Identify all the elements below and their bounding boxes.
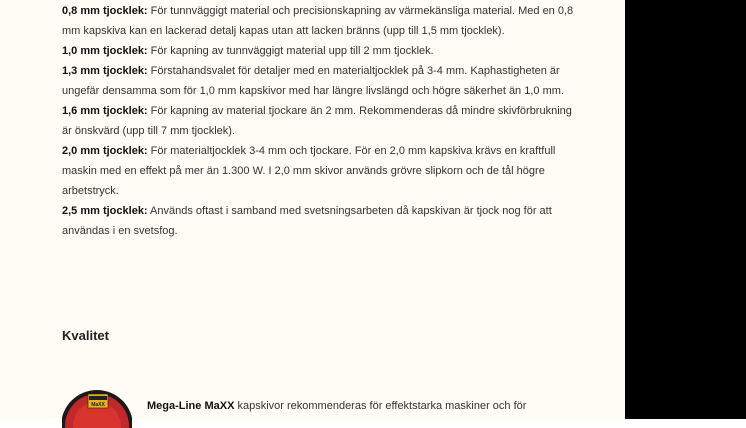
thickness-item-1-6 [62, 101, 582, 141]
product-text: kapskivor rekommenderas för effektstarka maskiner och för [237, 400, 527, 412]
thickness-text: För kapning av material tjockare än 2 mm. Rekommenderas då mindre skivförbrukning är önskvärd (upp till 7 mm tjocklek). [62, 105, 572, 137]
thickness-label: 2,0 mm tjocklek: [62, 145, 148, 157]
thickness-text: Förstahandsvalet för detaljer med en materialtjocklek på 3-4 mm. Kaphastigheten är ungefär densamma som för 1,0 mm kapskivor med har längre livslängd och högre säkerhet än 1,0 mm. [62, 65, 564, 97]
cutting-disc-icon [62, 388, 132, 428]
thickness-text: För kapning av tunnväggigt material upp till 2 mm tjocklek. [150, 45, 434, 57]
thickness-item-1-3 [62, 61, 582, 101]
quality-heading: Kvalitet [62, 328, 109, 343]
thickness-item-2-5 [62, 201, 582, 241]
thickness-label: 0,8 mm tjocklek: [62, 5, 148, 17]
thickness-list [62, 1, 582, 241]
thickness-label: 1,3 mm tjocklek: [62, 65, 148, 77]
thickness-item-0-8 [62, 1, 582, 41]
thickness-item-1-0 [62, 41, 582, 61]
cutting-disc-image[interactable] [62, 388, 132, 428]
thickness-text: Används oftast i samband med svetsningsarbeten då kapskivan är tjock nog för att användas i en svetsfog. [62, 205, 552, 237]
thickness-label: 1,6 mm tjocklek: [62, 105, 148, 117]
thickness-item-2-0 [62, 141, 582, 201]
product-name: Mega-Line MaXX [147, 400, 235, 412]
thickness-text: För materialtjocklek 3-4 mm och tjockare. För en 2,0 mm kapskiva krävs en kraftfull maskin med en effekt på mer än 1.300 W. I 2,0 mm skivor används grövre slipkorn och de tål högre arbetstryck. [62, 145, 556, 197]
thickness-label: 2,5 mm tjocklek: [62, 205, 148, 217]
product-description [147, 396, 526, 416]
thickness-label: 1,0 mm tjocklek: [62, 45, 148, 57]
right-sidebar [625, 0, 746, 419]
thickness-text: För tunnväggigt material och precisionskapning av värmekänsliga material. Med en 0,8 mm kapskiva kan en lackerad detalj kapas utan att lacken bränns (upp till 1,5 mm tjocklek). [62, 5, 574, 37]
disc-brand-text: MaXX [91, 402, 105, 408]
